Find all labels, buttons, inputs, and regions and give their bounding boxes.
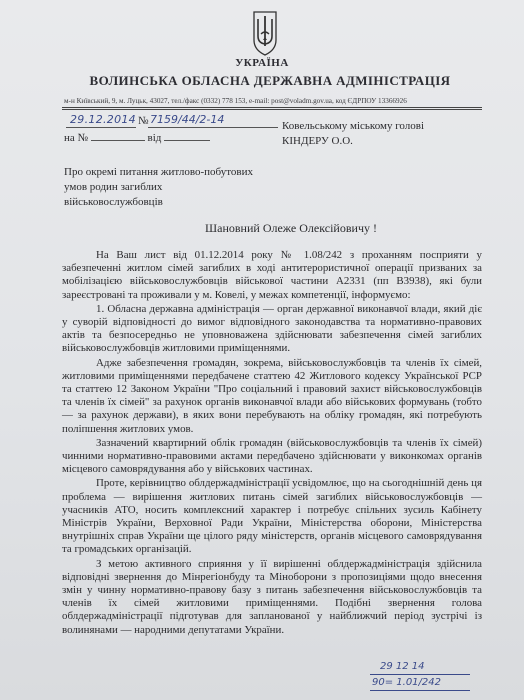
letter-subject: Про окремі питання житлово-побутових умов родин загиблих військовослужбовців: [64, 166, 253, 208]
reply-number-blank: [91, 130, 145, 141]
body-paragraph: Проте, керівництво облдержадміністрації усвідомлює, що на сьогоднішній день ця проблема — вирішення житлових питань сімей загиблих військовослужбовців — учасників АТО, носить комплексний характер і потребує спільних зусиль Кабінету Міністрів України, Верховної Ради України, Міністерства оборони, Міністерства внутрішніх справ України ще цілого ряду міністерств, органів місцевого самоврядування та громадських організацій.: [62, 477, 482, 556]
outgoing-date: 29.12.2014: [70, 113, 136, 126]
number-underline: [148, 127, 278, 128]
number-sign: №: [138, 115, 149, 127]
reply-from: від: [147, 132, 162, 144]
date-underline: [66, 127, 136, 128]
recipient-title: Ковельському міському голові: [282, 120, 425, 132]
letter-body: [62, 249, 482, 638]
reply-prefix: на №: [64, 132, 89, 144]
body-paragraph: Адже забезпечення громадян, зокрема, військовослужбовців та членів їх сімей, житловими приміщеннями передбачене статтею 42 Житлового кодексу Української РСР та статтею 12 Законом України "Про соціальний і правовий захист військовослужбовців та членів їх сімей" за рахунок органів виконавчої влади або військових формувань (тобто — за рахунок держави), в яких вони перебувають на обліку громадян, які потребують поліпшення житлових умов.: [62, 356, 482, 435]
body-paragraph: 1. Обласна державна адміністрація — орган державної виконавчої влади, який діє у суворій відповідності до вимог відповідного законодавства та нормативно-правових актів та безпосередньо не уповноважена здійснювати забезпечення сімей загиблих військовослужбовців житловими приміщеннями.: [62, 302, 482, 355]
agency-address: м-н Київський, 9, м. Луцьк, 43027, тел./факс (0332) 778 153, e-mail: post@voladm.gov.ua, код ЄДРПОУ 13366926: [64, 97, 407, 105]
reply-reference-line: [64, 130, 234, 144]
outgoing-number: 7159/44/2-14: [150, 113, 225, 126]
body-paragraph: Зазначений квартирний облік громадян (військовослужбовців та членів їх сімей) чинними нормативно-правовими актами передбачено здійснювати у виконкомах органів місцевого самоврядування або у військових частинах.: [62, 436, 482, 476]
header-divider-second: [62, 109, 482, 110]
country-name: УКРАЇНА: [235, 57, 289, 69]
registration-line: [64, 115, 304, 131]
body-paragraph: На Ваш лист від 01.12.2014 року № 1.08/242 з проханням посприяти у забезпеченні житлом сімей загиблих в ході антитерористичної операції призваних за мобілізацією військовослужбовців військової частини А2331 (пп В3938), які були зареєстровані та проживали у м. Ковелі, у межах компетенції, інформуємо:: [62, 249, 482, 301]
reply-date-blank: [164, 130, 210, 141]
salutation-text: Шановний Олеже Олексійовичу !: [205, 221, 377, 235]
recipient-name: КІНДЕРУ О.О.: [282, 135, 353, 147]
header-divider: [62, 107, 482, 108]
incoming-date: 29 12 14: [380, 661, 425, 672]
incoming-registration-stamp: [370, 661, 480, 697]
trident-coat-of-arms-icon: [252, 10, 278, 56]
recipient-block: [282, 119, 502, 149]
incoming-number: 90= 1.01/242: [372, 677, 442, 688]
body-paragraph: З метою активного сприяння у її вирішенні облдержадміністрація здійснила відповідні звернення до Мінрегіонбуду та Міноборони з пропозиціями щодо внесення змін у чинну нормативно-правову базу з питань забезпечення військовослужбовців та членів їх сімей житловими приміщеннями. Подібні звернення голова облдержадміністрації підготував для запланованої у найближчий період зустрічі із волинянами — народними депутатами України.: [62, 557, 482, 636]
stamp-underline: [370, 674, 470, 675]
salutation: [0, 221, 524, 236]
stamp-underline-second: [370, 690, 470, 691]
agency-name: ВОЛИНСЬКА ОБЛАСНА ДЕРЖАВНА АДМІНІСТРАЦІЯ: [89, 73, 451, 88]
